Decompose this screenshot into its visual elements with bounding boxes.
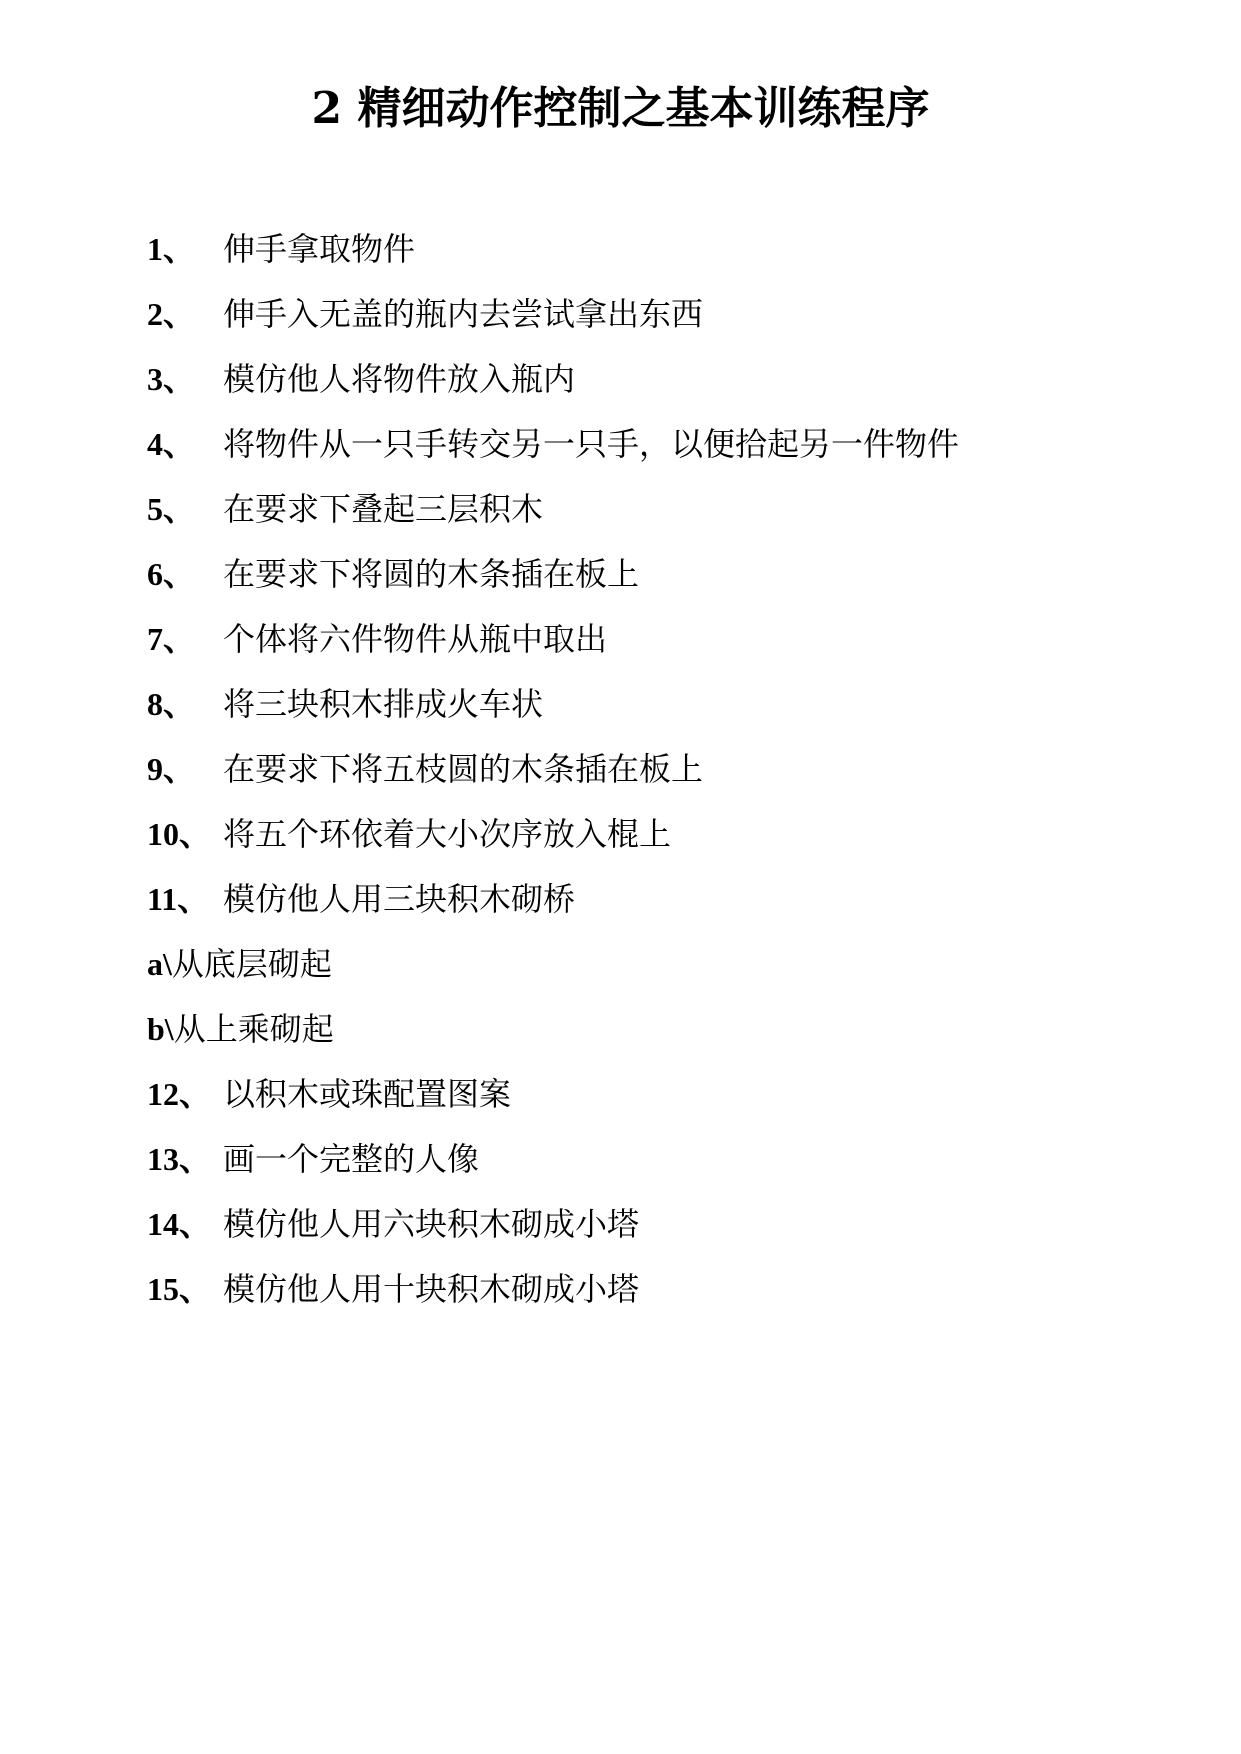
item-text: 将物件从一只手转交另一只手，以便拾起另一件物件 <box>223 424 960 463</box>
item-text: 模仿他人用三块积木砌桥 <box>223 879 576 918</box>
list-item <box>147 541 959 606</box>
list-item <box>147 346 959 411</box>
item-number: 6、 <box>147 555 196 592</box>
item-text: 模仿他人用十块积木砌成小塔 <box>223 1269 640 1308</box>
list-item <box>147 1126 959 1191</box>
item-number: 9、 <box>147 750 196 787</box>
list-item <box>147 216 959 281</box>
item-number: 7、 <box>147 620 196 657</box>
item-number: 1、 <box>147 230 196 267</box>
list-item <box>147 1061 959 1126</box>
list-item <box>147 801 959 866</box>
page-title: 2 精细动作控制之基本训练程序 <box>311 83 930 134</box>
list-item <box>147 476 959 541</box>
item-number: 11、 <box>147 880 210 917</box>
sub-item-text: 从上乘砌起 <box>173 1009 334 1048</box>
training-steps-list <box>147 216 959 1321</box>
item-number: 14、 <box>147 1205 212 1242</box>
item-text: 画一个完整的人像 <box>223 1139 480 1178</box>
list-item <box>147 281 959 346</box>
list-item <box>147 606 959 671</box>
sub-item-marker: a\ <box>147 945 172 982</box>
item-text: 在要求下将五枝圆的木条插在板上 <box>223 749 704 788</box>
list-item <box>147 1256 959 1321</box>
item-text: 在要求下叠起三层积木 <box>223 489 544 528</box>
item-text: 将三块积木排成火车状 <box>223 684 544 723</box>
item-number: 5、 <box>147 490 196 527</box>
sub-list-item <box>147 996 959 1061</box>
item-number: 3、 <box>147 360 196 397</box>
item-text: 模仿他人将物件放入瓶内 <box>223 359 576 398</box>
list-item <box>147 866 959 931</box>
item-number: 13、 <box>147 1140 212 1177</box>
item-text: 将五个环依着大小次序放入棍上 <box>223 814 672 853</box>
item-number: 2、 <box>147 295 196 332</box>
item-text: 个体将六件物件从瓶中取出 <box>223 619 608 658</box>
item-number: 12、 <box>147 1075 212 1112</box>
list-item <box>147 1191 959 1256</box>
item-number: 4、 <box>147 425 196 462</box>
item-text: 伸手入无盖的瓶内去尝试拿出东西 <box>223 294 704 333</box>
item-text: 在要求下将圆的木条插在板上 <box>223 554 640 593</box>
sub-list-item <box>147 931 959 996</box>
item-number: 8、 <box>147 685 196 722</box>
item-text: 模仿他人用六块积木砌成小塔 <box>223 1204 640 1243</box>
item-text: 以积木或珠配置图案 <box>223 1074 512 1113</box>
sub-item-marker: b\ <box>147 1010 174 1047</box>
list-item <box>147 736 959 801</box>
list-item <box>147 411 959 476</box>
item-number: 15、 <box>147 1270 212 1307</box>
item-text: 伸手拿取物件 <box>223 229 416 268</box>
item-number: 10、 <box>147 815 212 852</box>
list-item <box>147 671 959 736</box>
sub-item-text: 从底层砌起 <box>171 944 332 983</box>
